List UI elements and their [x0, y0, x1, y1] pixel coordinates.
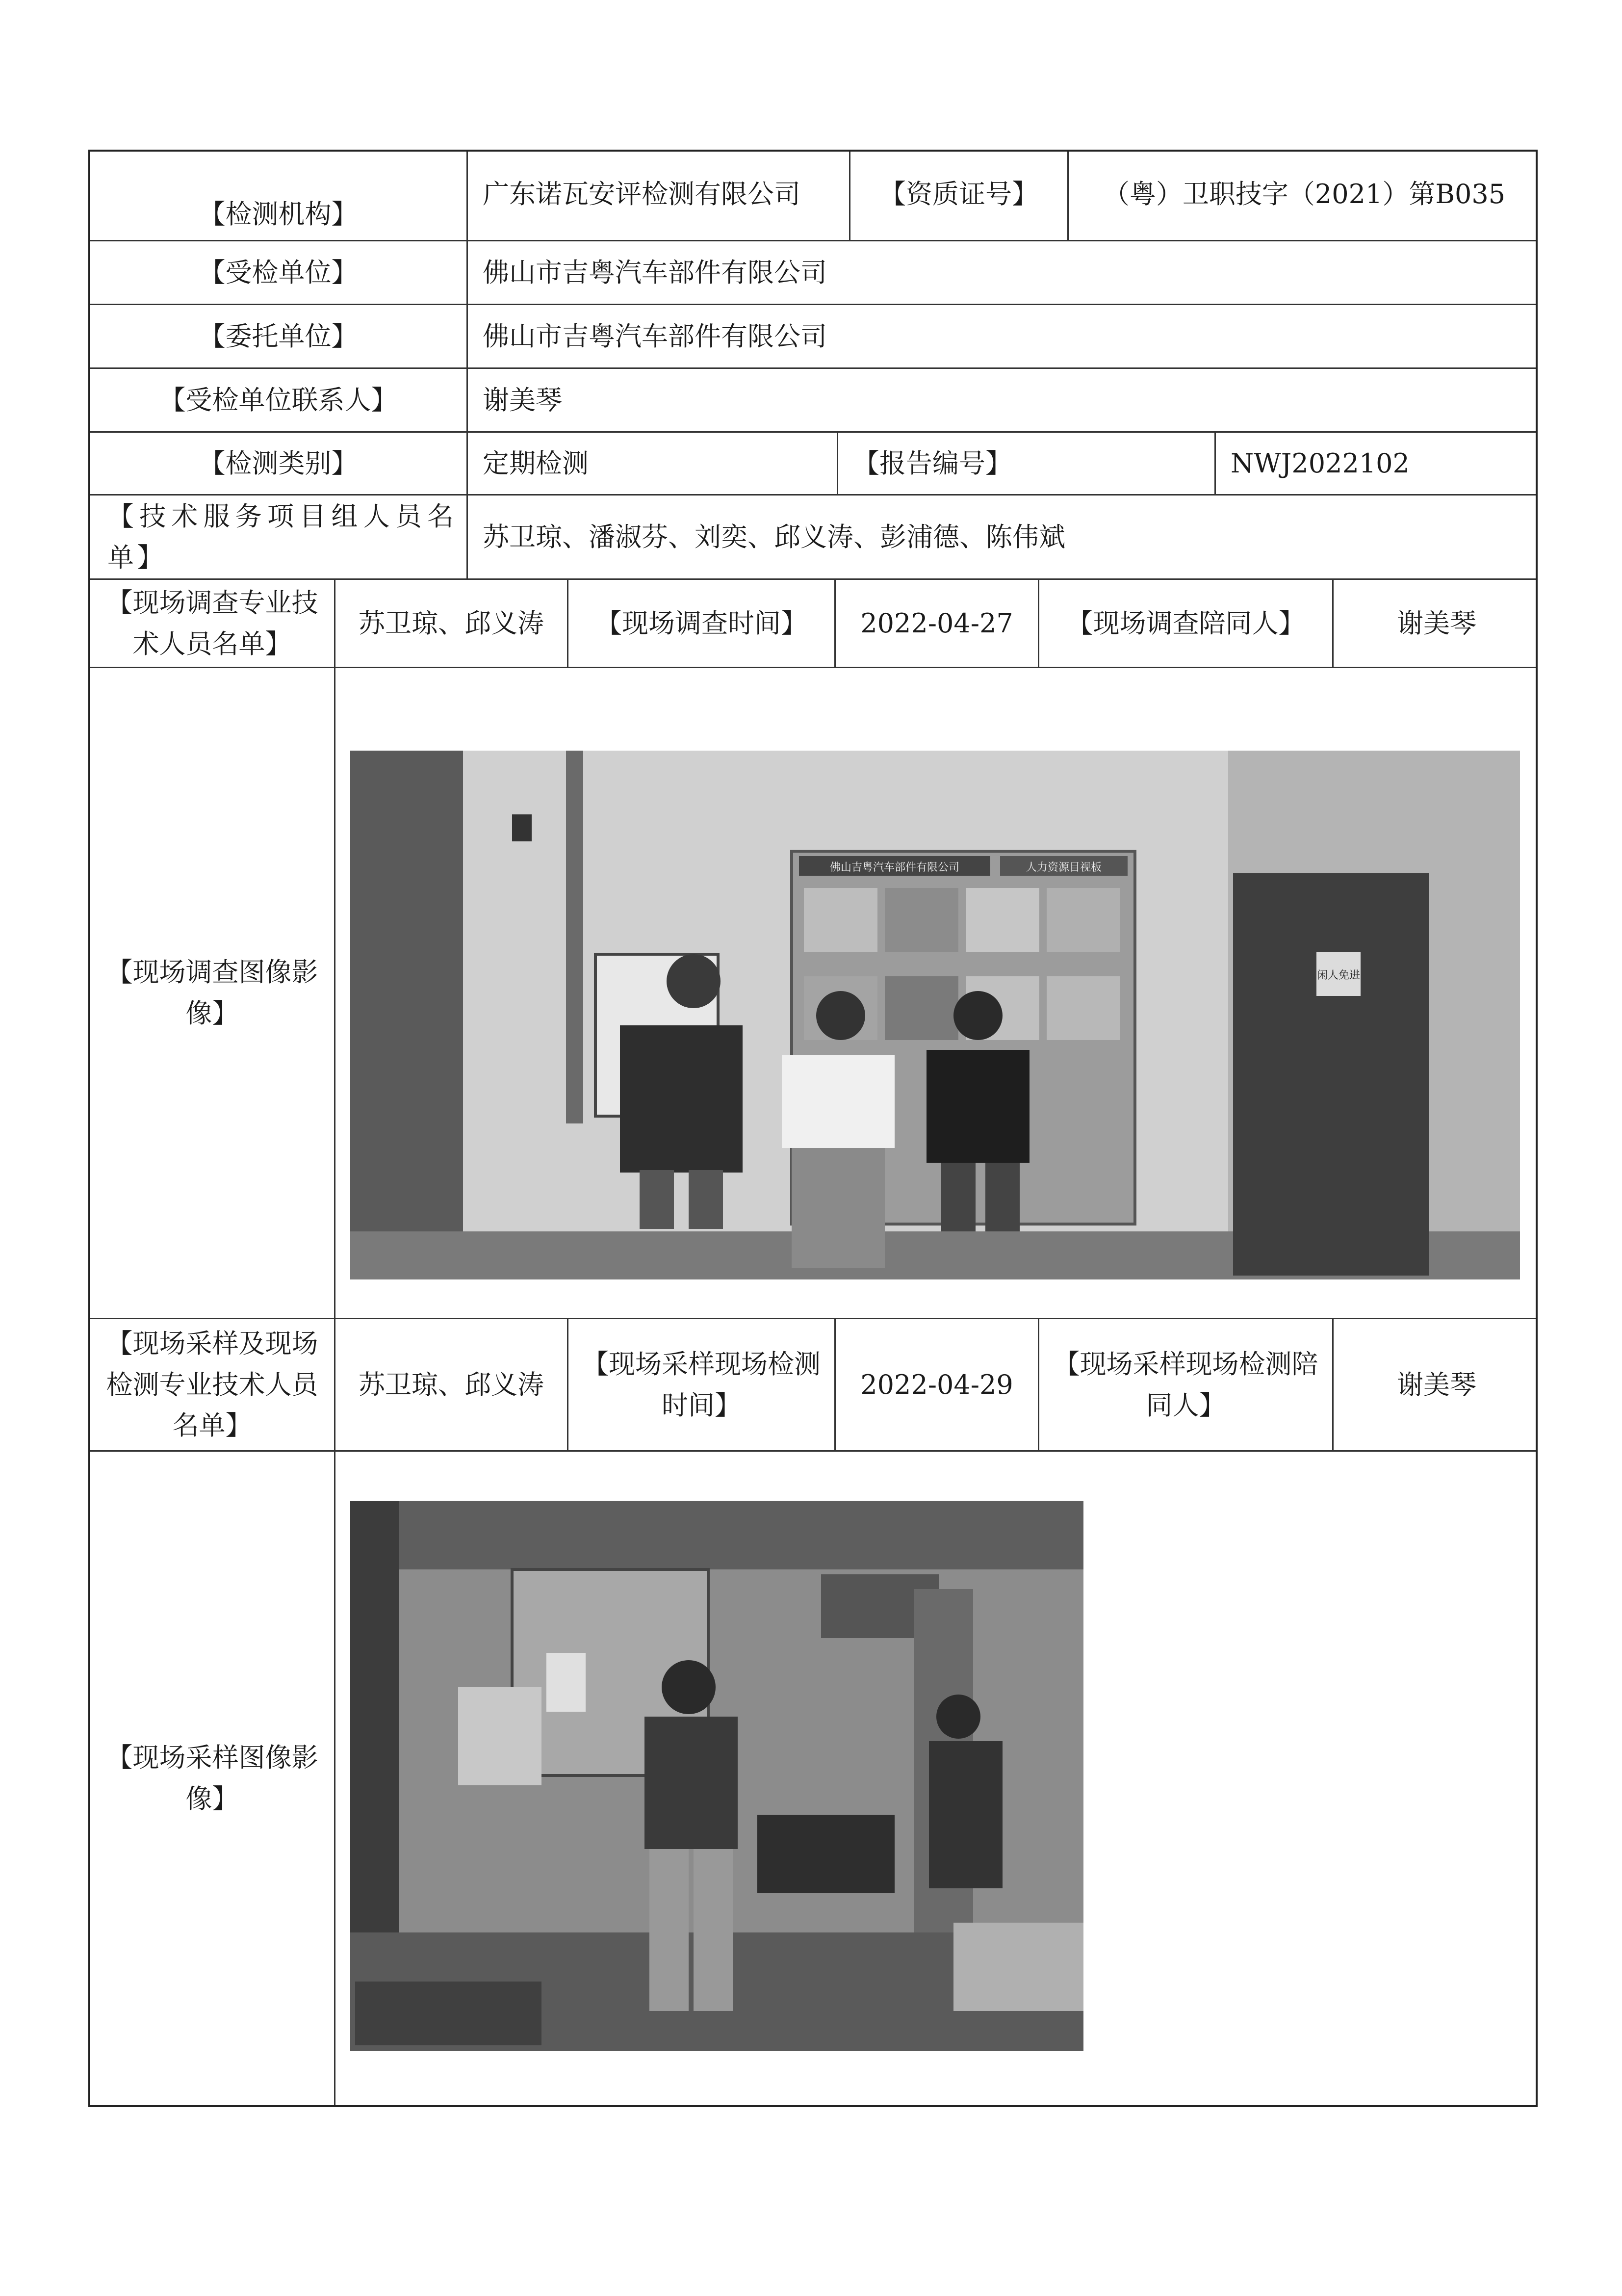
agency-label: 【检测机构】 — [90, 152, 468, 240]
cert-label: 【资质证号】 — [850, 152, 1069, 240]
row-survey-photo — [90, 668, 1536, 1319]
row-client-unit — [90, 305, 1536, 369]
category-label: 【检测类别】 — [90, 433, 468, 494]
contact-label: 【受检单位联系人】 — [90, 369, 468, 431]
row-inspected-unit — [90, 241, 1536, 305]
category-value: 定期检测 — [468, 433, 838, 494]
agency-value: 广东诺瓦安评检测有限公司 — [468, 152, 850, 240]
board-title-text: 佛山吉粤汽车部件有限公司 — [829, 861, 960, 874]
sampling-time-value: 2022-04-29 — [836, 1319, 1039, 1450]
survey-time-label: 【现场调查时间】 — [568, 580, 836, 667]
board-title2-text: 人力资源目视板 — [1026, 861, 1102, 874]
sampling-staff-names: 苏卫琼、邱义涛 — [335, 1319, 568, 1450]
survey-staff-label: 【现场调查专业技术人员名单】 — [90, 580, 335, 667]
survey-companion-label: 【现场调查陪同人】 — [1039, 580, 1334, 667]
inspected-unit-label: 【受检单位】 — [90, 241, 468, 304]
inspection-info-form — [88, 150, 1538, 2107]
report-number-label: 【报告编号】 — [838, 433, 1216, 494]
row-sampling — [90, 1319, 1536, 1452]
team-value: 苏卫琼、潘淑芬、刘奕、邱义涛、彭浦德、陈伟斌 — [483, 521, 1065, 552]
sampling-companion-label: 【现场采样现场检测陪同人】 — [1039, 1319, 1334, 1450]
team-label: 【技术服务项目组人员名单】 — [90, 496, 468, 578]
survey-time-value: 2022-04-27 — [836, 580, 1039, 667]
survey-photo — [350, 751, 1520, 1279]
sampling-photo — [350, 1501, 1083, 2051]
cert-value: （粤）卫职技字（2021）第B035 — [1103, 179, 1506, 209]
row-sampling-photo — [90, 1452, 1536, 2105]
row-agency — [90, 152, 1536, 241]
sampling-staff-label: 【现场采样及现场检测专业技术人员名单】 — [90, 1319, 335, 1450]
client-unit-label: 【委托单位】 — [90, 305, 468, 367]
contact-value: 谢美琴 — [483, 384, 562, 416]
client-unit-value: 佛山市吉粤汽车部件有限公司 — [483, 320, 827, 352]
report-number-value: NWJ2022102 — [1231, 447, 1410, 479]
sampling-photo-image — [350, 1501, 1083, 2051]
survey-photo-image — [350, 751, 1520, 1279]
inspected-unit-value: 佛山市吉粤汽车部件有限公司 — [483, 257, 827, 288]
row-contact — [90, 369, 1536, 433]
survey-photo-label: 【现场调查图像影像】 — [90, 668, 335, 1318]
survey-staff-names: 苏卫琼、邱义涛 — [335, 580, 568, 667]
door-sign-text: 闲人免进 — [1316, 969, 1361, 982]
sampling-photo-label: 【现场采样图像影像】 — [90, 1452, 335, 2105]
survey-companion-value: 谢美琴 — [1397, 607, 1476, 639]
sampling-time-label: 【现场采样现场检测时间】 — [568, 1319, 836, 1450]
row-category — [90, 433, 1536, 496]
row-team — [90, 496, 1536, 580]
row-survey — [90, 580, 1536, 668]
sampling-companion-value: 谢美琴 — [1397, 1369, 1476, 1400]
